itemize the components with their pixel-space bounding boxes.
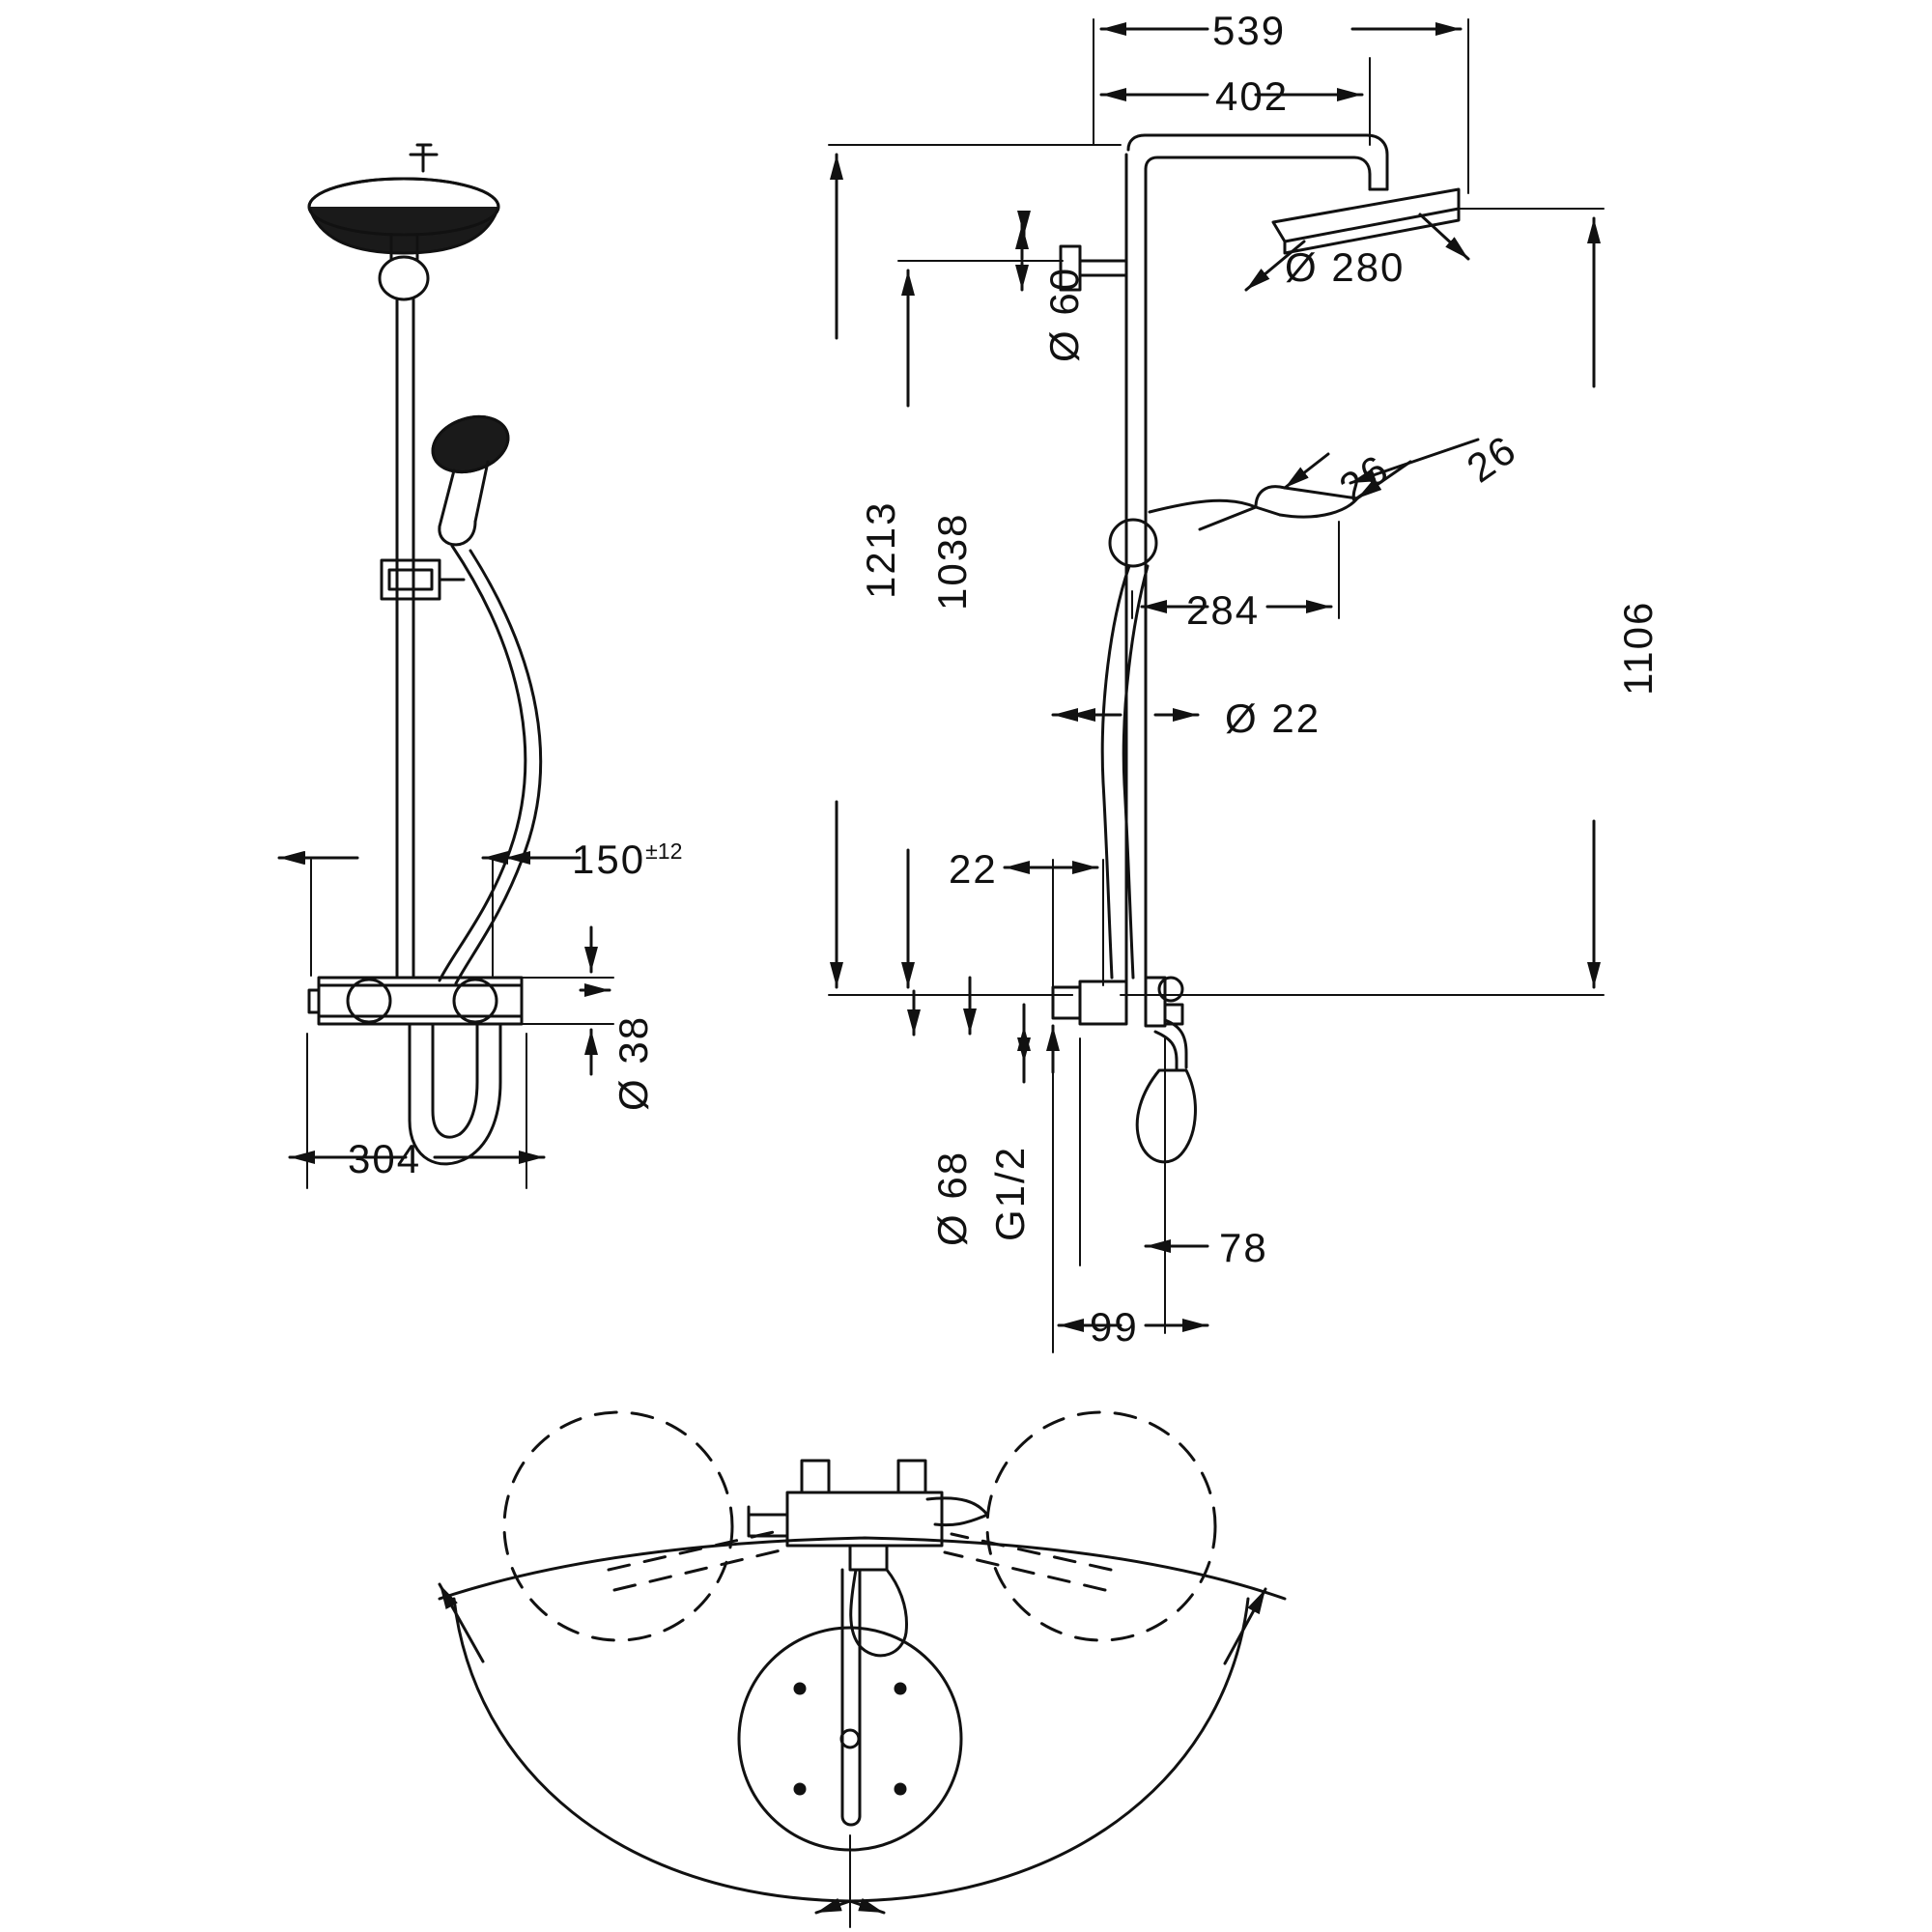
dim-label-1106: 1106 (1615, 600, 1661, 696)
dim-label-diameter-22: Ø 22 (1225, 696, 1321, 741)
dim-label-78: 78 (1219, 1225, 1268, 1270)
dim-label-539: 539 (1212, 8, 1287, 53)
dim-label-304: 304 (348, 1136, 422, 1181)
dim-150-value: 150 (572, 837, 646, 882)
dim-label-402: 402 (1215, 73, 1290, 119)
dim-label-99: 99 (1090, 1304, 1139, 1350)
dim-label-diameter-68: Ø 68 (929, 1150, 975, 1246)
dim-label-284: 284 (1186, 587, 1261, 633)
dim-label-150 (572, 837, 682, 883)
dim-label-diameter-280: Ø 280 (1285, 244, 1406, 290)
dim-label-diameter-38: Ø 38 (611, 1014, 656, 1111)
dim-label-1038: 1038 (929, 512, 975, 611)
dim-label-1213: 1213 (858, 500, 903, 599)
dim-label-26-a: 26 (1331, 444, 1398, 511)
dim-label-22: 22 (949, 846, 998, 892)
dim-150-tolerance: ±12 (645, 838, 683, 864)
dim-label-26-b: 26 (1459, 425, 1525, 492)
dim-label-g12: G1/2 (987, 1145, 1033, 1241)
dim-label-diameter-60: Ø 60 (1041, 266, 1087, 362)
